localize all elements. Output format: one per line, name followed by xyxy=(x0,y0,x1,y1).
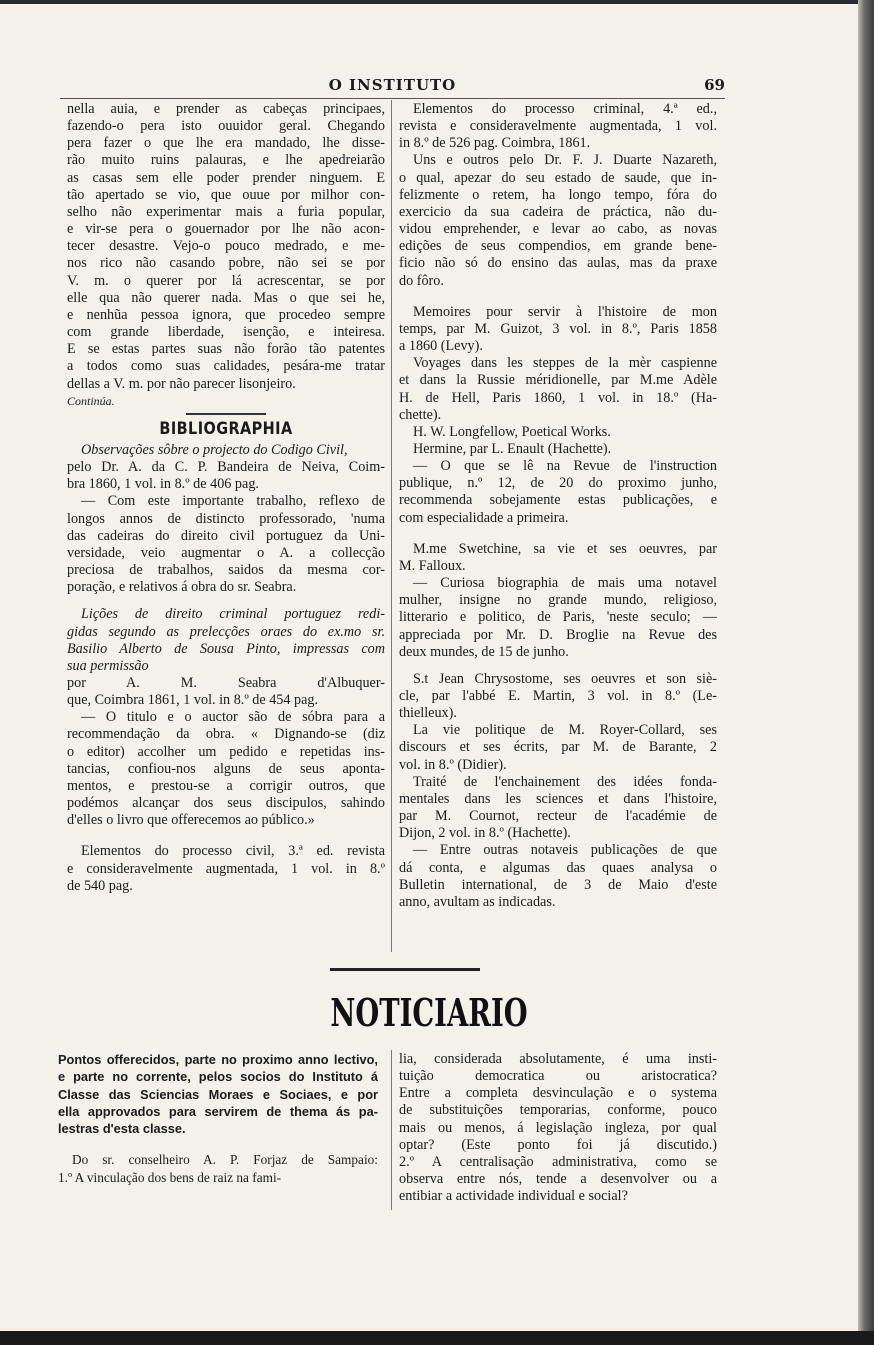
section-rule xyxy=(186,413,266,415)
text-line: rão muito ruins palauras, e lhe apedreiarão xyxy=(67,152,385,169)
text-line: com especialidade a primeira. xyxy=(399,509,569,526)
text-line: nella auia, e prender as cabeças principaes, xyxy=(67,101,385,117)
text-line: M. Falloux. xyxy=(399,557,466,574)
text-line: as casas sem elle poder prender ninguem. E xyxy=(67,169,385,186)
entry-direito-criminal-title xyxy=(67,606,385,675)
text-line: bra 1860, 1 vol. in 8.º de 406 pag. xyxy=(67,476,259,493)
text-line: Lições de direito criminal portuguez redi- xyxy=(81,606,385,623)
text-line: et dans la Russie méridionelle, par M.me Adèle xyxy=(399,372,717,389)
text-line: mais ou menos, á legislação ingleza, por qual xyxy=(399,1119,717,1136)
bibliographia-heading: BIBLIOGRAPHIA xyxy=(159,418,293,439)
text-line: M.me Swetchine, sa vie et ses oeuvres, par xyxy=(413,540,717,557)
noticiario-right-column xyxy=(399,1051,717,1205)
text-line: in 8.º de 526 pag. Coimbra, 1861. xyxy=(399,135,591,152)
text-line: publique, n.º 12, de 20 do proximo junho, xyxy=(399,475,717,492)
text-line: Traité de l'enchainement des idées fonda- xyxy=(413,773,717,790)
noticiario-heading: NOTICIARIO xyxy=(330,990,528,1035)
text-line: ficio não só do ensino das aulas, mas da praxe xyxy=(399,255,717,272)
noticiario-left-column xyxy=(58,1051,378,1186)
text-line: Observações sôbre o projecto do Codigo Civil, xyxy=(81,441,348,458)
entry-codigo-civil-comment xyxy=(67,493,385,596)
text-line: litterario e politico, de Paris, 'neste seculo; — xyxy=(399,609,717,626)
noticiario-rule xyxy=(330,968,480,971)
text-line: fazendo-o pera isto ouuidor geral. Chegando xyxy=(67,118,385,135)
text-line: gidas segundo as prelecções oraes do ex.mo sr. xyxy=(67,623,385,640)
text-line: do fôro. xyxy=(399,272,444,289)
text-line: das cadeiras do direito civil portuguez da Uni- xyxy=(67,527,385,544)
continuation-text xyxy=(67,101,385,393)
text-line: 1.º A vinculação dos bens de raiz na fami- xyxy=(58,1169,282,1185)
text-line: Uns e outros pelo Dr. F. J. Duarte Nazareth, xyxy=(413,152,717,169)
text-line: par M. Cournot, recteur de l'académie de xyxy=(399,808,717,825)
text-line: e vir-se pera o gouernador por lhe não acon- xyxy=(67,221,385,238)
journal-title: O INSTITUTO xyxy=(328,76,457,94)
text-line: Classe das Sciencias Moraes e Sociaes, e por xyxy=(58,1086,378,1102)
text-line: Voyages dans les steppes de la mèr caspienne xyxy=(413,355,717,372)
text-line: dá conta, e algumas das quaes analysa o xyxy=(399,859,717,876)
text-line: pera fazer o que lhe era mandado, lhe disse- xyxy=(67,135,385,152)
text-line: tuição democratica ou aristocratica? xyxy=(399,1068,717,1085)
entry-direito-criminal-details xyxy=(67,675,385,709)
text-line: Elementos do processo civil, 3.ª ed. revista xyxy=(81,843,385,860)
text-line: entibiar a actividade individual e social? xyxy=(399,1188,628,1205)
text-line: deux mundes, de 15 de junho. xyxy=(399,643,569,660)
text-line: podémos alcançar dos seus discipulos, sahindo xyxy=(67,795,385,812)
closing-comment xyxy=(399,842,717,911)
text-line: exercicio da sua cadeira de práctica, não du- xyxy=(399,203,717,220)
text-line: Pontos offerecidos, parte no proximo anno lectivo, xyxy=(58,1052,378,1067)
text-line: — Entre outras notaveis publicações de que xyxy=(413,842,717,859)
text-line: lia, considerada absolutamente, é uma insti- xyxy=(399,1051,717,1067)
text-line: poração, e relativos á obra do sr. Seabra. xyxy=(67,579,297,596)
text-line: Bulletin international, de 3 de Maio d'este xyxy=(399,876,717,893)
text-line: lestras d'esta classe. xyxy=(58,1121,186,1137)
text-line: La vie politique de M. Royer-Collard, ses xyxy=(413,722,717,739)
text-line: edições de seus compendios, em grande bene- xyxy=(399,238,717,255)
text-line: appreciada por Mr. D. Broglie na Revue des xyxy=(399,626,717,643)
noticiario-right-body xyxy=(399,1051,717,1205)
text-line: e nenhũa pessoa ignora, que procedeo sempre xyxy=(67,306,385,323)
text-line: revista e consideravelmente augmentada, 1 vol. xyxy=(399,118,717,135)
text-line: H. W. Longfellow, Poetical Works. xyxy=(413,423,611,440)
text-line: a 1860 (Levy). xyxy=(399,338,483,355)
french-entries xyxy=(399,304,717,458)
text-line: nos rico não casando pobre, não sei se por xyxy=(67,255,385,272)
text-line: Elementos do processo criminal, 4.ª ed., xyxy=(413,101,717,117)
text-line: selho não experimentar mais a furia popular, xyxy=(67,203,385,220)
text-line: 2.º A centralisação administrativa, como se xyxy=(399,1153,717,1170)
text-line: temps, par M. Guizot, 3 vol. in 8.º, Paris 1858 xyxy=(399,320,717,337)
revue-note xyxy=(399,458,717,527)
running-header xyxy=(60,72,725,99)
entry-processo-civil xyxy=(67,843,385,894)
text-line: o editor) accolher um pedido e repetidas ins- xyxy=(67,743,385,760)
text-line: S.t Jean Chrysostome, ses oeuvres et son siè- xyxy=(413,670,717,687)
text-line: thielleux). xyxy=(399,705,457,722)
column-divider xyxy=(391,100,392,952)
text-line: vidou emprehender, e levar ao cabo, as novas xyxy=(399,221,717,238)
text-line: H. de Hell, Paris 1860, 1 vol. in 18.º (Ha- xyxy=(399,389,717,406)
book-spine-edge xyxy=(858,0,874,1345)
entry-codigo-civil-title xyxy=(67,442,385,459)
text-line: mulher, insigne no grande mundo, religioso, xyxy=(399,592,717,609)
text-line: tão apertado se vio, que ouue por milhor con- xyxy=(67,186,385,203)
left-column xyxy=(67,101,385,895)
text-line: Entre a completa desvinculação e o systema xyxy=(399,1085,717,1102)
text-line: tancias, confiou-nos alguns de seus aponta- xyxy=(67,760,385,777)
entry-swetchine-comment xyxy=(399,575,717,661)
text-line: de 540 pag. xyxy=(67,877,133,894)
text-line: mentales dans les sciences et dans l'histoire, xyxy=(399,790,717,807)
text-line: Hermine, par L. Enault (Hachette). xyxy=(413,440,612,457)
text-line: sua permissão xyxy=(67,657,149,674)
entry-processo-criminal-comment xyxy=(399,152,717,289)
text-line: de substituições temporarias, conforme, pouco xyxy=(399,1102,717,1119)
noticiario-left-body xyxy=(58,1151,378,1186)
text-line: e parte no corrente, pelos socios do Instituto á xyxy=(58,1069,378,1085)
entry-royer-collard xyxy=(399,722,717,773)
text-line: mentos, e prestou-se a corrigir outros, que xyxy=(67,777,385,794)
text-line: ella approvados para servirem de thema ás pa- xyxy=(58,1103,378,1119)
scan-bottom-edge xyxy=(0,1331,874,1345)
entry-direito-criminal-comment xyxy=(67,709,385,829)
text-line: longos annos de distincto professorado, 'numa xyxy=(67,510,385,527)
entry-chrysostome xyxy=(399,671,717,722)
text-line: discours et ses écrits, par M. de Barante, 2 xyxy=(399,739,717,756)
text-line: anno, avultam as indicadas. xyxy=(399,893,556,910)
text-line: com grande liberdade, isenção, e inteiresa. xyxy=(67,324,385,341)
text-line: por A. M. Seabra d'Albuquer- xyxy=(67,675,385,691)
continua-note: Continúa. xyxy=(67,393,115,408)
text-line: E se estas partes suas não forão tão patentes xyxy=(67,341,385,358)
text-line: Memoires pour servir à l'histoire de mon xyxy=(413,303,717,320)
text-line: pelo Dr. A. da C. P. Bandeira de Neiva, Coim- xyxy=(67,459,385,476)
entry-swetchine xyxy=(399,541,717,575)
text-line: cle, par l'abbé E. Martin, 3 vol. in 8.º (Le- xyxy=(399,688,717,704)
text-line: Dijon, 2 vol. in 8.º (Hachette). xyxy=(399,825,571,842)
text-line: V. m. o querer por lá acrescentar, se por xyxy=(67,272,385,289)
text-line: — O que se lê na Revue de l'instruction xyxy=(413,458,717,475)
text-line: Do sr. conselheiro A. P. Forjaz de Sampaio: xyxy=(72,1152,378,1168)
text-line: dellas a V. m. por não parecer lisonjeiro. xyxy=(67,375,296,392)
entry-processo-criminal xyxy=(399,101,717,152)
text-line: que, Coimbra 1861, 1 vol. in 8.º de 454 pag. xyxy=(67,692,319,709)
text-line: a todos como suas calidades, pesára-me tratar xyxy=(67,358,385,375)
page-number: 69 xyxy=(704,76,725,94)
text-line: Basilio Alberto de Sousa Pinto, impressas com xyxy=(67,640,385,657)
text-line: optar? (Este ponto foi já discutido.) xyxy=(399,1136,717,1153)
column-divider-lower xyxy=(391,1050,392,1210)
right-column xyxy=(399,101,717,911)
text-line: o qual, apezar do seu estado de saude, que in- xyxy=(399,169,717,186)
text-line: recommendação da obra. « Dignando-se (diz xyxy=(67,726,385,743)
text-line: chette). xyxy=(399,406,442,423)
text-line: felizmente o retem, ha longo tempo, fóra do xyxy=(399,186,717,203)
text-line: elle qua não querer nada. Mas o que sei he, xyxy=(67,289,385,306)
text-line: observa entre nós, tende a desenvolver ou a xyxy=(399,1171,717,1188)
noticiario-intro xyxy=(58,1051,378,1137)
text-line: preciosa de trabalhos, saidos da mesma cor- xyxy=(67,562,385,579)
text-line: vol. in 8.º (Didier). xyxy=(399,756,507,773)
entry-traite xyxy=(399,774,717,843)
text-line: — Com este importante trabalho, reflexo de xyxy=(81,493,385,510)
text-line: — Curiosa biographia de mais uma notavel xyxy=(413,575,717,592)
text-line: versidade, veio augmentar o A. a collecção xyxy=(67,544,385,561)
text-line: e consideravelmente augmentada, 1 vol. in 8.º xyxy=(67,860,385,877)
text-line: recommenda sobejamente estas publicações, e xyxy=(399,492,717,509)
entry-codigo-civil-details xyxy=(67,459,385,493)
text-line: tecer desastre. Vejo-o pouco medrado, e me- xyxy=(67,238,385,255)
text-line: d'elles o livro que offerecemos ao público.» xyxy=(67,812,315,829)
text-line: — O titulo e o auctor são de sóbra para a xyxy=(81,709,385,726)
